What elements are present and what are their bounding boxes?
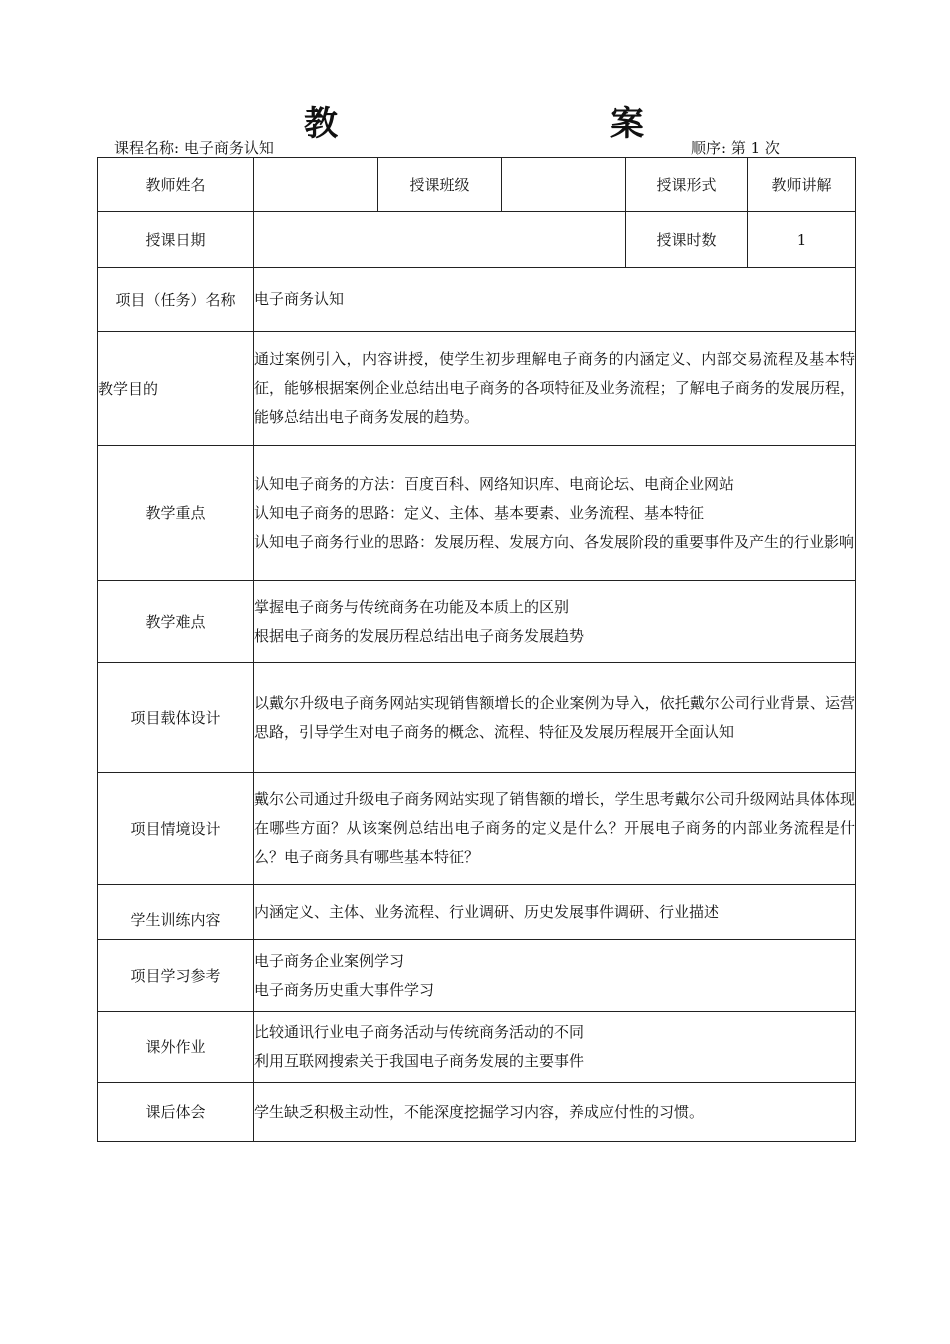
training-label: 学生训练内容 — [98, 885, 254, 940]
project-name-text: 电子商务认知 — [254, 290, 345, 308]
objective-text: 通过案例引入，内容讲授，使学生初步理解电子商务的内涵定义、内部交易流程及基本特征，能够根据案例企业总结出电子商务的各项特征及业务流程；了解电子商务的发展历程，能够总结出电子商务发展的趋势。 — [254, 350, 855, 426]
table-row — [98, 212, 856, 268]
homework-item: 比较通讯行业电子商务活动与传统商务活动的不同 — [254, 1023, 585, 1041]
carrier-text: 以戴尔升级电子商务网站实现销售额增长的企业案例为导入，依托戴尔公司行业背景、运营思路，引导学生对电子商务的概念、流程、特征及发展历程展开全面认知 — [254, 693, 855, 741]
teaching-form-value: 教师讲解 — [748, 158, 856, 212]
table-row — [98, 268, 856, 332]
key-points-label: 教学重点 — [98, 446, 254, 581]
project-name-label: 项目（任务）名称 — [98, 268, 254, 332]
key-points-content — [254, 446, 856, 581]
scenario-content — [254, 773, 856, 885]
scenario-label: 项目情境设计 — [98, 773, 254, 885]
table-row — [98, 581, 856, 663]
table-row — [98, 773, 856, 885]
reflection-text: 学生缺乏积极主动性，不能深度挖掘学习内容，养成应付性的习惯。 — [254, 1102, 705, 1121]
table-row — [98, 940, 856, 1012]
key-point-item: 认知电子商务的思路：定义、主体、基本要素、业务流程、基本特征 — [254, 503, 705, 522]
scenario-text: 戴尔公司通过升级电子商务网站实现了销售额的增长，学生思考戴尔公司升级网站具体体现在哪些方面？从该案例总结出电子商务的定义是什么？开展电子商务的内部业务流程是什么？电子商务具有哪些基本特征？ — [254, 790, 855, 866]
key-point-item: 认知电子商务的方法：百度百科、网络知识库、电商论坛、电商企业网站 — [254, 474, 735, 493]
date-value — [254, 212, 626, 268]
objective-content — [254, 332, 856, 446]
reference-item: 电子商务历史重大事件学习 — [254, 980, 435, 999]
homework-content — [254, 1012, 856, 1083]
teacher-name-label: 教师姓名 — [98, 158, 254, 212]
carrier-label: 项目载体设计 — [98, 663, 254, 773]
reference-content — [254, 940, 856, 1012]
title-char-right: 案 — [610, 104, 644, 144]
teacher-name-value — [254, 158, 378, 212]
teaching-form-label: 授课形式 — [626, 158, 748, 212]
homework-item: 利用互联网搜索关于我国电子商务发展的主要事件 — [254, 1052, 585, 1070]
table-row — [98, 1083, 856, 1142]
lesson-plan-table — [97, 157, 856, 1142]
difficulty-item: 根据电子商务的发展历程总结出电子商务发展趋势 — [254, 626, 585, 645]
reflection-label: 课后体会 — [98, 1083, 254, 1142]
project-name-value — [254, 268, 856, 332]
carrier-content — [254, 663, 856, 773]
page-title — [0, 96, 950, 144]
reference-label: 项目学习参考 — [98, 940, 254, 1012]
training-content — [254, 885, 856, 940]
reflection-content — [254, 1083, 856, 1142]
hours-value: 1 — [748, 212, 856, 268]
objective-label: 教学目的 — [98, 332, 254, 446]
sequence-number: 顺序: 第 1 次 — [691, 139, 780, 157]
difficulties-label: 教学难点 — [98, 581, 254, 663]
title-char-left: 教 — [304, 104, 338, 144]
table-row — [98, 885, 856, 940]
class-label: 授课班级 — [378, 158, 502, 212]
course-name: 课程名称: 电子商务认知 — [114, 139, 274, 157]
table-row — [98, 446, 856, 581]
class-value — [502, 158, 626, 212]
hours-label: 授课时数 — [626, 212, 748, 268]
difficulty-item: 掌握电子商务与传统商务在功能及本质上的区别 — [254, 597, 570, 616]
table-row — [98, 158, 856, 212]
table-row — [98, 332, 856, 446]
difficulties-content — [254, 581, 856, 663]
reference-item: 电子商务企业案例学习 — [254, 951, 405, 970]
training-text: 内涵定义、主体、业务流程、行业调研、历史发展事件调研、行业描述 — [254, 902, 720, 921]
homework-label: 课外作业 — [98, 1012, 254, 1083]
table-row — [98, 1012, 856, 1083]
table-row — [98, 663, 856, 773]
key-point-item: 认知电子商务行业的思路：发展历程、发展方向、各发展阶段的重要事件及产生的行业影响 — [254, 532, 855, 551]
date-label: 授课日期 — [98, 212, 254, 268]
